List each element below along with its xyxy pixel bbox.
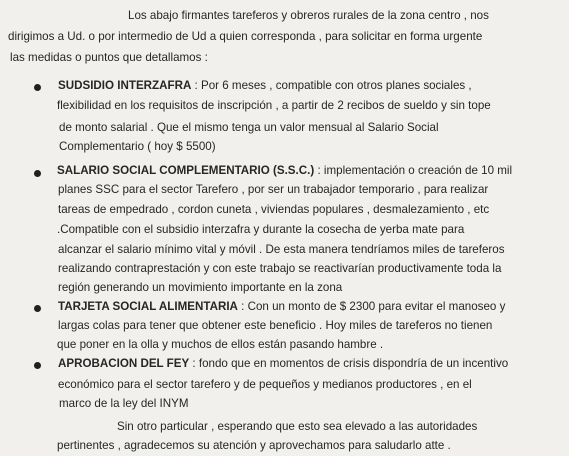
item-2-line-5: alcanzar el salario mínimo vital y móvil . De esta manera tendríamos miles de tareferos [58, 243, 505, 256]
closing-line-2: pertinentes , agradecemos su atención y aprovechamos para saludarlo atte . [57, 439, 451, 452]
item-3-title: TARJETA SOCIAL ALIMENTARIA [58, 300, 238, 313]
item-2-line-3: tareas de empedrado , cordon cuneta , viviendas populares , desmalezamiento , etc [58, 203, 490, 216]
item-2-line-1 [57, 164, 512, 178]
item-1-title: SUDSIDIO INTERZAFRA [58, 79, 192, 92]
item-1-text: : Por 6 meses , compatible con otros planes sociales , [191, 79, 472, 92]
item-4-line-3: marco de la ley del INYM [59, 397, 189, 410]
item-2-text: : implementación o creación de 10 mil [314, 164, 513, 177]
item-4-title: APROBACION DEL FEY [58, 357, 190, 370]
intro-line-3: las medidas o puntos que detallamos : [10, 51, 208, 64]
item-3-line-1 [58, 300, 505, 314]
item-3-text: : Con un monto de $ 2300 para evitar el manoseo y [237, 300, 506, 313]
bullet-icon [34, 305, 41, 312]
item-4-line-1 [58, 357, 508, 371]
item-1-line-3: de monto salarial . Que el mismo tenga un valor mensual al Salario Social [59, 121, 439, 134]
closing-line-1: Sin otro particular , esperando que esto sea elevado a las autoridades [117, 420, 478, 433]
item-2-title: SALARIO SOCIAL COMPLEMENTARIO (S.S.C.) [57, 164, 315, 177]
item-1-line-4: Complementario ( hoy $ 5500) [59, 140, 216, 153]
bullet-icon [34, 84, 41, 91]
item-1-line-2: flexibilidad en los requisitos de inscripción , a partir de 2 recibos de sueldo y sin tope [57, 99, 491, 112]
item-2-line-6: realizando contraprestación y con este trabajo se reactivarían productivamente toda la [58, 262, 502, 275]
item-4-text: : fondo que en momentos de crisis dispondría de un incentivo [189, 357, 509, 370]
item-3-line-3: que poner en la olla y muchos de ellos están pasando hambre . [57, 338, 384, 351]
item-4-line-2: económico para el sector tarefero y de pequeños y medianos productores , en el [58, 378, 472, 391]
bullet-icon [34, 362, 41, 369]
item-2-line-2: planes SSC para el sector Tarefero , por ser un trabajador temporario , para realizar [58, 183, 489, 196]
item-2-line-7: región generando un movimiento importante en la zona [58, 281, 343, 294]
intro-line-2: dirigimos a Ud. o por intermedio de Ud a quien corresponda , para solicitar en forma urgente [8, 30, 483, 43]
bullet-icon [34, 170, 41, 177]
intro-line-1: Los abajo firmantes tareferos y obreros rurales de la zona centro , nos [128, 9, 489, 22]
item-2-line-4: .Compatible con el subsidio interzafra y durante la cosecha de yerba mate para [57, 223, 465, 236]
item-3-line-2: largas colas para tener que obtener este beneficio . Hoy miles de tareferos no tienen [58, 319, 493, 332]
item-1-line-1 [58, 79, 472, 93]
